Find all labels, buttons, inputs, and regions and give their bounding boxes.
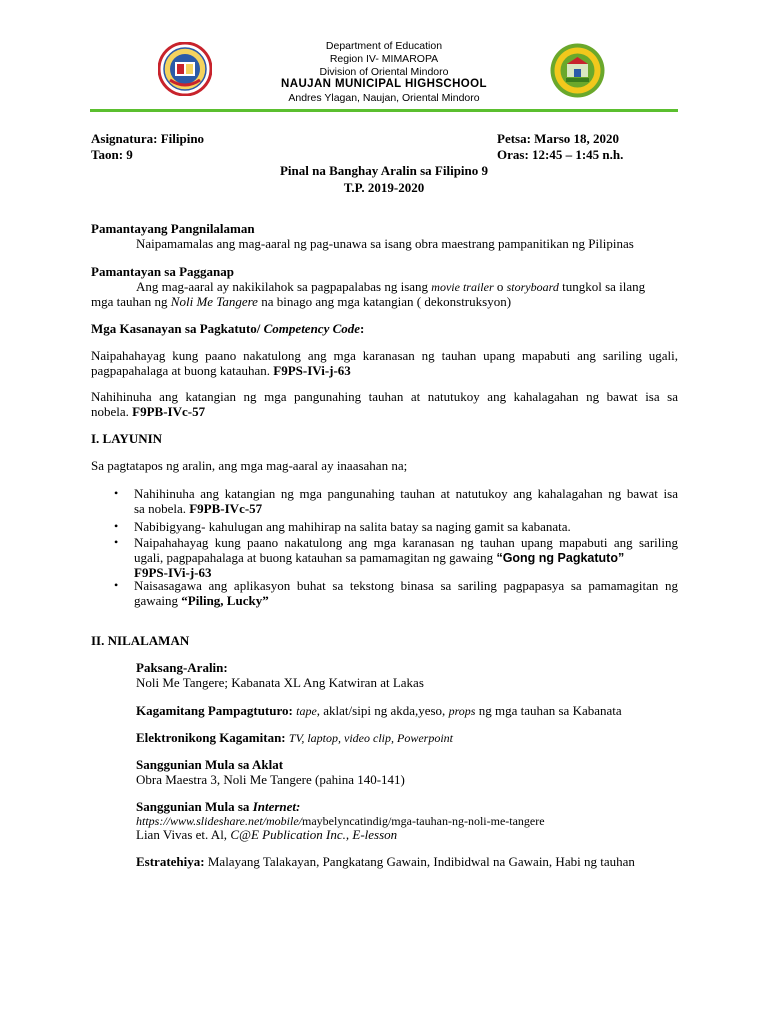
objective-2: Nabibigyang- kahulugan ang mahihirap na salita batay sa naging gamit sa kabanata. (134, 519, 571, 534)
materials-text-1: , aklat/sipi ng akda,yeso, (316, 703, 449, 718)
book-reference: Obra Maestra 3, Noli Me Tangere (pahina 140-141) (136, 772, 405, 787)
objective-4-line2 (134, 593, 269, 609)
objective-1-line2 (134, 501, 262, 517)
content-standard-text: Naipamamalas ang mag-aaral ng pag-unawa sa isang obra maestrang pampanitikan ng Pilipinas (136, 236, 634, 251)
performance-line2-b: na binago ang mga katangian ( dekonstruksyon) (257, 294, 512, 309)
bullet-3: • (114, 535, 119, 549)
competencies-heading-text: Mga Kasanayan sa Pagkatuto/ (91, 321, 264, 336)
materials-line (136, 703, 622, 720)
document-title: Pinal na Banghay Aralin sa Filipino 9 (279, 163, 489, 178)
movie-trailer-term: movie trailer (431, 280, 494, 294)
performance-text-c: tungkol sa ilang (558, 279, 646, 294)
electronic-materials-line (136, 730, 453, 747)
strategy-label: Estratehiya: (136, 854, 205, 869)
competency-1-line2 (91, 363, 351, 379)
objective-3-code: F9PS-IVi-j-63 (134, 565, 212, 580)
objective-1-text: sa nobela. (134, 501, 190, 516)
materials-tape: tape (296, 704, 317, 718)
objective-1-code: F9PB-IVc-57 (189, 501, 263, 516)
objective-3-text: ugali, pagpapahalaga at buong katauhan sa pamamagitan ng gawaing (134, 550, 497, 565)
strategy-text: Malayang Talakayan, Pangkatang Gawain, Indibidwal na Gawain, Habi ng tauhan (207, 854, 635, 869)
electronic-materials-list: TV, laptop, video clip, Powerpoint (288, 731, 453, 745)
school-year: T.P. 2019-2020 (343, 180, 425, 195)
topic-label: Paksang-Aralin: (136, 660, 228, 675)
header-division: Division of Oriental Mindoro (319, 66, 449, 78)
publisher-text: C@E Publication Inc., E-lesson (230, 827, 398, 842)
header-school-name: NAUJAN MUNICIPAL HIGHSCHOOL (281, 78, 487, 90)
author-text: Lian Vivas et. Al, (136, 827, 231, 842)
strategy-line (136, 854, 635, 870)
competency-1-code: F9PS-IVi-j-63 (273, 363, 351, 378)
noli-me-tangere-title: Noli Me Tangere (170, 294, 258, 309)
storyboard-term: storyboard (506, 280, 559, 294)
url-path: maybelyncatindig/mga-tauhan-ng-noli-me-tangere (302, 814, 545, 828)
bullet-4: • (114, 578, 119, 592)
objective-3-line1: Naipahahayag kung paano nakatulong ang mga karanasan ng tauhan upang mapabuti ang sariling (134, 535, 678, 550)
materials-label: Kagamitang Pampagtuturo: (136, 703, 293, 718)
header-department: Department of Education (325, 40, 443, 52)
time-label: Oras: 12:45 – 1:45 n.h. (497, 147, 624, 162)
performance-text-a: Ang mag-aaral ay nakikilahok sa pagpapalabas ng isang (136, 279, 432, 294)
competency-1-line1: Naipahahayag kung paano nakatulong ang mga karanasan ng tauhan upang mapabuti ang sariling ugali, (91, 348, 678, 363)
performance-text-b: o (493, 279, 507, 294)
competency-2-line1: Nahihinuha ang katangian ng mga pangunahing tauhan at natutukoy ang kahalagahan ng bawat isa sa (91, 389, 678, 404)
url-domain: https://www.slideshare.net/mobile/ (136, 814, 302, 828)
electronic-materials-label: Elektronikong Kagamitan: (136, 730, 286, 745)
piling-lucky-activity: “Piling, Lucky” (181, 593, 269, 608)
subject-label: Asignatura: Filipino (91, 131, 205, 146)
objective-4-text: gawaing (134, 593, 182, 608)
competency-code-label: Competency Code (263, 321, 361, 336)
materials-text-2: ng mga tauhan sa Kabanata (475, 703, 622, 718)
header-address: Andres Ylagan, Naujan, Oriental Mindoro (288, 92, 480, 104)
bullet-1: • (114, 486, 119, 500)
topic-text: Noli Me Tangere; Kabanata XL Ang Katwiran at Lakas (136, 675, 424, 690)
header-divider (90, 109, 678, 112)
competency-2-text: nobela. (91, 404, 133, 419)
competencies-heading-colon: : (360, 321, 365, 336)
competency-2-code: F9PB-IVc-57 (132, 404, 206, 419)
performance-line2-a: mga tauhan ng (91, 294, 171, 309)
grade-label: Taon: 9 (91, 147, 133, 162)
content-standard-heading: Pamantayang Pangnilalaman (91, 221, 255, 236)
book-reference-label: Sanggunian Mula sa Aklat (136, 757, 284, 772)
content-heading: II. NILALAMAN (91, 633, 190, 648)
competencies-heading (91, 321, 364, 337)
materials-props: props (448, 704, 476, 718)
bullet-2: • (114, 519, 119, 533)
competency-1-text: pagpapahalaga at buong katauhan. (91, 363, 274, 378)
internet-word: Internet: (252, 799, 301, 814)
internet-reference-author (136, 827, 397, 843)
date-label: Petsa: Marso 18, 2020 (497, 131, 620, 146)
competency-2-line2 (91, 404, 205, 420)
header-region: Region IV- MIMAROPA (329, 53, 439, 65)
internet-reference-label-text: Sanggunian Mula sa (136, 799, 253, 814)
objectives-heading: I. LAYUNIN (91, 431, 163, 446)
performance-standard-heading: Pamantayan sa Pagganap (91, 264, 235, 279)
objectives-intro: Sa pagtatapos ng aralin, ang mga mag-aaral ay inaasahan na; (91, 458, 408, 473)
objective-1-line1: Nahihinuha ang katangian ng mga pangunahing tauhan at natutukoy ang kahalagahan ng bawat isa (134, 486, 678, 501)
performance-standard-line2 (91, 294, 511, 310)
gong-ng-pagkatuto-activity: “Gong ng Pagkatuto” (496, 551, 625, 565)
objective-4-line1: Naisasagawa ang aplikasyon buhat sa tekstong binasa sa sariling pagpapasya sa pamamagitan ng (134, 578, 678, 593)
